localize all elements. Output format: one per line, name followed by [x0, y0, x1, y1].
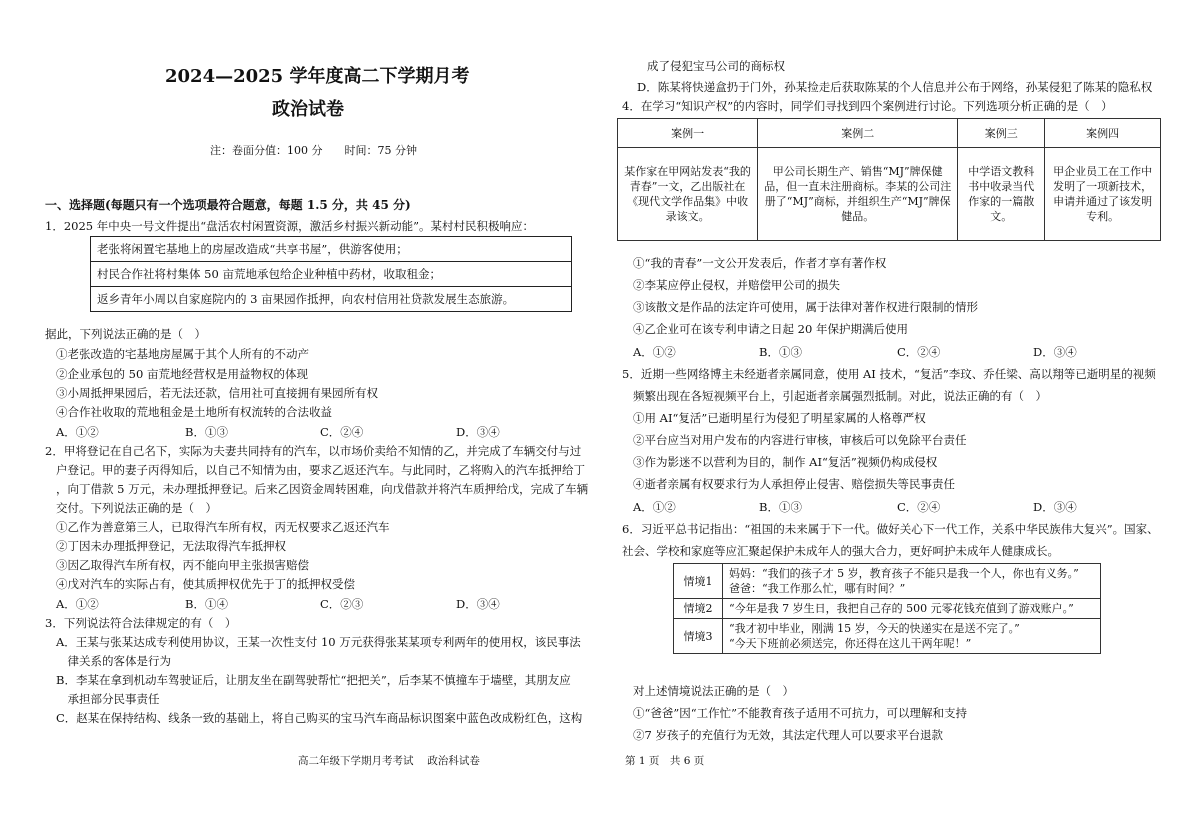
- q5-option-c: C．②④: [897, 500, 941, 514]
- q1-box: [90, 236, 572, 312]
- situation-line: 妈妈：“我们的孩子才 5 岁，教育孩子不能只是我一个人，你也有义务。”: [729, 567, 1079, 580]
- situation-label: 情境3: [674, 619, 723, 654]
- q4-item: ①“我的青春”一文公开发表后，作者才享有著作权: [633, 256, 887, 270]
- q2-option-b: B．①④: [185, 597, 228, 611]
- q1-item: ④合作社收取的荒地租金是土地所有权流转的合法收益: [56, 405, 332, 419]
- q6-line: 6．习近平总书记指出：“祖国的未来属于下一代。做好关心下一代工作，关系中华民族伟大复兴”。国家、: [622, 522, 1159, 536]
- q2-line: 交付。下列说法正确的是（ ）: [56, 501, 217, 515]
- q3-line: A．王某与张某达成专利使用协议，王某一次性支付 10 万元获得张某某项专利两年的使用权，该民事法: [56, 635, 581, 649]
- q4-option-c: C．②④: [897, 345, 941, 359]
- case-header: 案例四: [1045, 119, 1161, 148]
- q4-item: ④乙企业可在该专利申请之日起 20 年保护期满后使用: [633, 322, 908, 336]
- q6-ask: 对上述情境说法正确的是（ ）: [633, 684, 794, 698]
- q2-option-a: A．①②: [56, 597, 99, 611]
- q4-option-d: D．③④: [1033, 345, 1077, 359]
- q5-item: ②平台应当对用户发布的内容进行审核，审核后可以免除平台责任: [633, 433, 967, 447]
- q4-item: ③该散文是作品的法定许可使用，属于法律对著作权进行限制的情形: [633, 300, 978, 314]
- situation-label: 情境1: [674, 564, 723, 599]
- q3-line: B．李某在拿到机动车驾驶证后，让朋友坐在副驾驶帮忙“把把关”，后李某不慎撞车于墙壁，其朋友应: [56, 673, 571, 687]
- exam-note: 注：卷面分值：100 分 时间：75 分钟: [210, 144, 417, 157]
- case-cell: 甲公司长期生产、销售“MJ”牌保健品，但一直未注册商标。李某的公司注册了“MJ”商标，并组织生产“MJ”牌保健品。: [758, 148, 958, 241]
- q4-option-a: A．①②: [633, 345, 676, 359]
- q3-stem: 3．下列说法符合法律规定的有（ ）: [45, 616, 237, 630]
- situation-text: [723, 619, 1101, 654]
- q2-line: 2．甲将登记在自己名下，实际为夫妻共同持有的汽车，以市场价卖给不知情的乙，并完成了车辆交付与过: [45, 444, 582, 458]
- q2-option-c: C．②③: [320, 597, 364, 611]
- exam-title: 2024—2025 学年度高二下学期月考: [165, 66, 470, 87]
- case-cell: 某作家在甲网站发表“我的青春”一文，乙出版社在《现代文学作品集》中收录该文。: [618, 148, 758, 241]
- situation-line: “今天下班前必须送完，你还得在这儿干两年呢！”: [729, 637, 972, 650]
- q1-box-line: 返乡青年小周以自家庭院内的 3 亩果园作抵押，向农村信用社贷款发展生态旅游。: [97, 292, 515, 306]
- situation-line: “我才初中毕业，刚满 15 岁，今天的快递实在是送不完了。”: [729, 622, 1020, 635]
- case-header: 案例三: [958, 119, 1045, 148]
- q6-item: ②7 岁孩子的充值行为无效，其法定代理人可以要求平台退款: [633, 728, 943, 742]
- q5-item: ①用 AI“复活”已逝明星行为侵犯了明星家属的人格尊严权: [633, 411, 926, 425]
- case-cell: 中学语文教科书中收录当代作家的一篇散文。: [958, 148, 1045, 241]
- q1-box-line: 老张将闲置宅基地上的房屋改造成“共享书屋”，供游客使用；: [91, 237, 571, 262]
- q5-line: 频繁出现在各短视频平台上，引起逝者亲属强烈抵制。对此，说法正确的有（ ）: [633, 389, 1047, 403]
- q3-line: 承担部分民事责任: [56, 692, 160, 706]
- q1-stem: 1．2025 年中央一号文件提出“盘活农村闲置资源，激活乡村振兴新动能”。某村村民积极响应：: [45, 219, 534, 233]
- subject-title: 政治试卷: [272, 99, 344, 120]
- situation-line: “今年是我 7 岁生日，我把自己存的 500 元零花钱充值到了游戏账户。”: [729, 602, 1074, 615]
- q2-item: ①乙作为善意第三人，已取得汽车所有权，丙无权要求乙返还汽车: [56, 520, 390, 534]
- case-header: 案例二: [758, 119, 958, 148]
- q1-item: ③小周抵押果园后，若无法还款，信用社可直接拥有果园所有权: [56, 386, 378, 400]
- q4-case-table: [617, 118, 1161, 241]
- q1-option-a: A．①②: [56, 425, 99, 439]
- q1-item: ①老张改造的宅基地房屋属于其个人所有的不动产: [56, 347, 309, 361]
- q2-item: ②丁因未办理抵押登记，无法取得汽车抵押权: [56, 539, 286, 553]
- q1-box-line: 村民合作社将村集体 50 亩荒地承包给企业种植中药材，收取租金；: [91, 262, 571, 287]
- situation-text: [723, 564, 1101, 599]
- q2-line: 户登记。甲的妻子丙得知后，以自己不知情为由，要求乙返还汽车。与此同时，乙将购入的汽车抵押给丁: [56, 463, 585, 477]
- situation-line: 爸爸：“我工作那么忙，哪有时间？”: [729, 582, 906, 595]
- q3-line: 律关系的客体是行为: [56, 654, 171, 668]
- q4-stem: 4．在学习“知识产权”的内容时，同学们寻找到四个案例进行讨论。下列选项分析正确的是（ ）: [622, 99, 1113, 113]
- situation-text: [723, 599, 1101, 619]
- q6-item: ①“爸爸”因“工作忙”不能教育孩子适用不可抗力，可以理解和支持: [633, 706, 968, 720]
- q1-option-d: D．③④: [456, 425, 500, 439]
- q1-option-c: C．②④: [320, 425, 364, 439]
- q5-item: ③作为影迷不以营利为目的，制作 AI“复活”视频仍构成侵权: [633, 455, 938, 469]
- q4-option-b: B．①③: [759, 345, 802, 359]
- q6-situation-table: [673, 563, 1101, 654]
- q1-item: ②企业承包的 50 亩荒地经营权是用益物权的体现: [56, 367, 308, 381]
- q1-ask: 据此，下列说法正确的是（ ）: [45, 327, 206, 341]
- q2-option-d: D．③④: [456, 597, 500, 611]
- footer-left: 高二年级下学期月考考试 政治科试卷: [298, 755, 480, 767]
- q5-line: 5．近期一些网络博主未经逝者亲属同意，使用 AI 技术，“复活”李玟、乔任梁、高以翔等已逝明星的视频: [622, 367, 1156, 381]
- q5-item: ④逝者亲属有权要求行为人承担停止侵害、赔偿损失等民事责任: [633, 477, 955, 491]
- q3-continued: 成了侵犯宝马公司的商标权: [647, 59, 785, 73]
- q1-option-b: B．①③: [185, 425, 228, 439]
- q2-item: ③因乙取得汽车所有权，丙不能向甲主张损害赔偿: [56, 558, 309, 572]
- case-cell: 甲企业员工在工作中发明了一项新技术，申请并通过了该发明专利。: [1045, 148, 1161, 241]
- q3-line: C．赵某在保持结构、线条一致的基础上，将自己购买的宝马汽车商品标识图案中蓝色改成粉红色，这构: [56, 711, 583, 725]
- case-header: 案例一: [618, 119, 758, 148]
- q5-option-d: D．③④: [1033, 500, 1077, 514]
- q5-option-a: A．①②: [633, 500, 676, 514]
- situation-label: 情境2: [674, 599, 723, 619]
- q2-line: ，向丁借款 5 万元，未办理抵押登记。后来乙因资金周转困难，向戊借款并将汽车质押给戊，完成了车辆: [56, 482, 589, 496]
- q6-line: 社会、学校和家庭等应汇聚起保护未成年人的强大合力，更好呵护未成年人健康成长。: [622, 544, 1059, 558]
- section-heading: 一、选择题(每题只有一个选项最符合题意，每题 1.5 分，共 45 分): [45, 198, 411, 212]
- footer-page-number: 第 1 页 共 6 页: [625, 755, 705, 767]
- q3-option-d: D．陈某将快递盒扔于门外，孙某捡走后获取陈某的个人信息并公布于网络，孙某侵犯了陈某的隐私权: [637, 80, 1153, 94]
- q2-item: ④戊对汽车的实际占有，使其质押权优先于丁的抵押权受偿: [56, 577, 355, 591]
- q4-item: ②李某应停止侵权，并赔偿甲公司的损失: [633, 278, 840, 292]
- q5-option-b: B．①③: [759, 500, 802, 514]
